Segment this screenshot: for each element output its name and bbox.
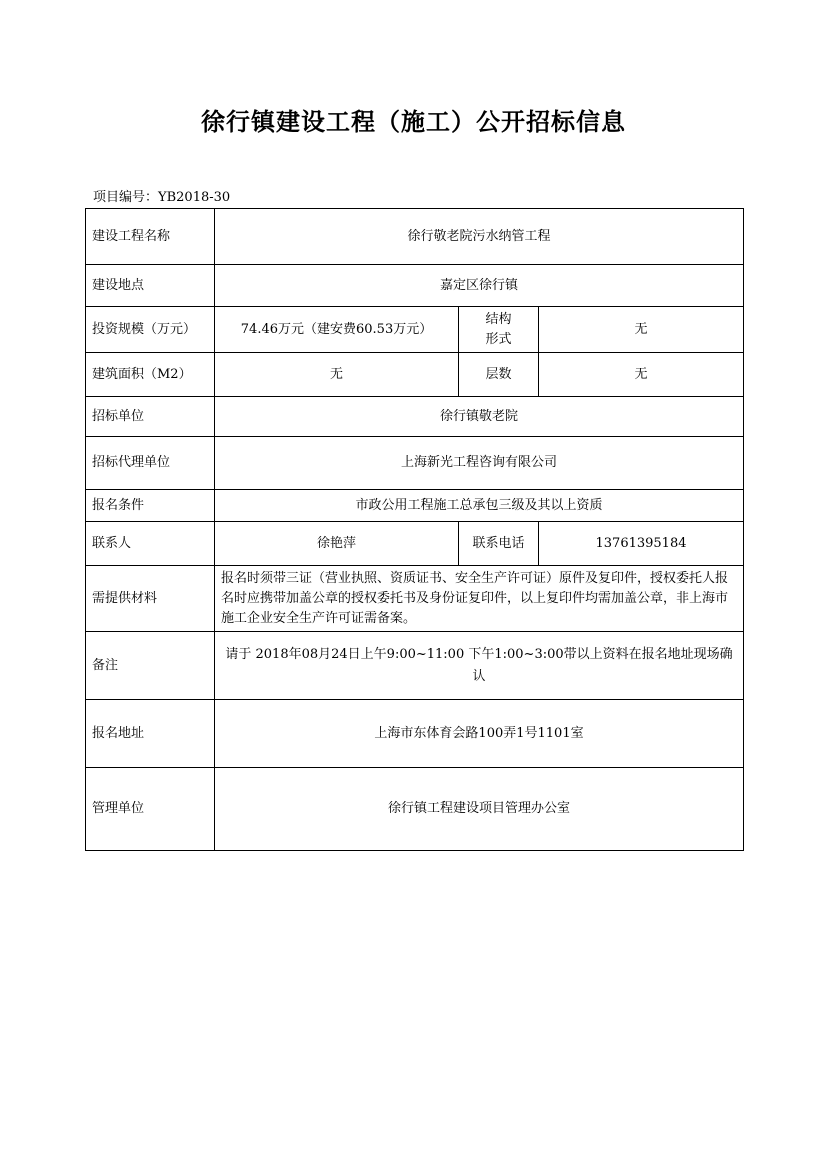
floors-label: 层数 [459,353,539,397]
row-requirements [86,490,744,522]
location-label: 建设地点 [86,265,215,307]
area-label: 建筑面积（M2） [86,353,215,397]
tenderer-value: 徐行镇敬老院 [215,397,744,437]
structure-value: 无 [539,307,744,353]
row-investment [86,307,744,353]
structure-label [459,307,539,353]
row-location [86,265,744,307]
area-value: 无 [215,353,459,397]
contact-label: 联系人 [86,522,215,566]
project-number-label: 项目编号： [93,190,159,205]
address-value: 上海市东体育会路100弄1号1101室 [215,700,744,768]
remarks-label: 备注 [86,632,215,700]
row-agent [86,437,744,490]
structure-label-line2: 形式 [485,331,512,347]
requirements-label: 报名条件 [86,490,215,522]
structure-label-line1: 结构 [485,311,512,327]
management-value: 徐行镇工程建设项目管理办公室 [215,768,744,851]
row-address [86,700,744,768]
contact-value: 徐艳萍 [215,522,459,566]
row-contact [86,522,744,566]
location-value: 嘉定区徐行镇 [215,265,744,307]
tender-info-table [85,208,744,851]
row-materials [86,566,744,632]
row-remarks [86,632,744,700]
row-project-name [86,209,744,265]
materials-label: 需提供材料 [86,566,215,632]
agent-label: 招标代理单位 [86,437,215,490]
row-tenderer [86,397,744,437]
agent-value: 上海新光工程咨询有限公司 [215,437,744,490]
address-label: 报名地址 [86,700,215,768]
management-label: 管理单位 [86,768,215,851]
project-name-value: 徐行敬老院污水纳管工程 [215,209,744,265]
row-management [86,768,744,851]
floors-value: 无 [539,353,744,397]
phone-label: 联系电话 [459,522,539,566]
project-name-label: 建设工程名称 [86,209,215,265]
project-number [93,188,230,208]
phone-value: 13761395184 [539,522,744,566]
materials-value: 报名时须带三证（营业执照、资质证书、安全生产许可证）原件及复印件，授权委托人报名时应携带加盖公章的授权委托书及身份证复印件，以上复印件均需加盖公章，非上海市施工企业安全生产许可证需备案。 [215,566,744,632]
investment-label: 投资规模（万元） [86,307,215,353]
investment-value: 74.46万元（建安费60.53万元） [215,307,459,353]
tenderer-label: 招标单位 [86,397,215,437]
project-number-value: YB2018-30 [158,190,231,205]
remarks-value: 请于 2018年08月24日上午9:00~11:00 下午1:00~3:00带以上资料在报名地址现场确认 [215,632,744,700]
requirements-value: 市政公用工程施工总承包三级及其以上资质 [215,490,744,522]
page-title: 徐行镇建设工程（施工）公开招标信息 [201,108,626,136]
row-area [86,353,744,397]
